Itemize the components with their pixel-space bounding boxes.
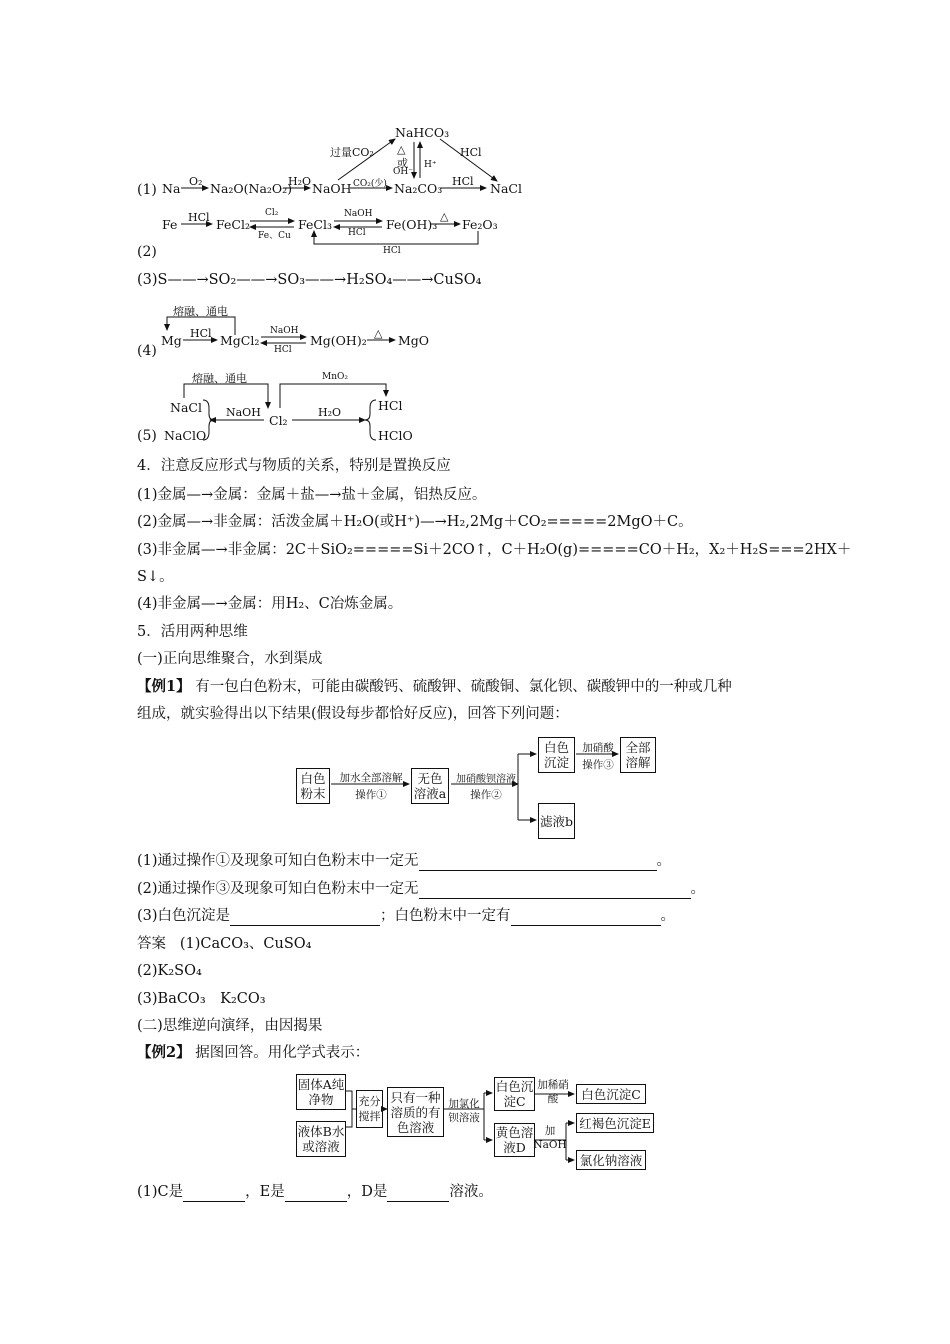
item-number: (4) [137, 343, 157, 359]
reagent-co2-excess: 过量CO₂ [330, 146, 374, 159]
answer-blank[interactable] [230, 909, 380, 926]
answer-text: (1)CaCO₃、CuSO₄ [179, 936, 312, 952]
formula-na2o: Na₂O(Na₂O₂) [210, 181, 293, 196]
reaction-3: (3)S——→SO₂——→SO₃——→H₂SO₄——→CuSO₄ [137, 272, 482, 288]
add-naoh-label: 加NaOH [533, 1125, 567, 1151]
reagent-hcl: HCl [190, 327, 212, 340]
op1-number: 操作① [355, 789, 387, 801]
catalyst-mno2: MnO₂ [322, 372, 348, 382]
reagent-co2-less: CO₂(少) [353, 179, 387, 189]
or-label: 或 [397, 157, 408, 170]
example-body: 有一包白色粉末，可能由碳酸钙、硫酸钾、硫酸铜、氯化钡、碳酸钾中的一种或几种 [195, 679, 732, 695]
reagent-hcl-loop: HCl [383, 246, 401, 256]
answer-blank-e[interactable] [285, 1185, 347, 1202]
example-body: 据图回答。用化学式表示： [195, 1045, 370, 1061]
question-3 [137, 906, 675, 926]
paragraph: S↓。 [137, 569, 174, 585]
question-text: (2)通过操作③及现象可知白色粉末中一定无 [137, 881, 419, 897]
example-1-text [137, 677, 732, 697]
answer-label: 答案 [137, 936, 166, 952]
box-white-precipitate-c: 白色沉淀C [495, 1079, 534, 1109]
period: 。 [656, 853, 672, 869]
example-tag: 【例1】 [137, 678, 191, 695]
box-stir: 充分搅拌 [356, 1090, 383, 1128]
answer-blank-d[interactable] [387, 1185, 449, 1202]
section-heading: 4．注意反应形式与物质的关系，特别是置换反应 [137, 458, 451, 474]
formula-naoh: NaOH [312, 181, 352, 196]
reagent-naoh: NaOH [270, 326, 299, 336]
op3-label: 加硝酸 [582, 742, 614, 754]
formula-hclo: HClO [378, 428, 413, 443]
box-solid-a: 固体A纯净物 [296, 1074, 346, 1110]
question-text: ，E是 [245, 1184, 285, 1200]
box-liquid-b: 液体B水或溶液 [296, 1121, 346, 1157]
formula-mgo: MgO [398, 333, 430, 348]
formula-mg: Mg [161, 333, 182, 348]
reagent-hcl-back: HCl [348, 228, 366, 238]
period: 。 [660, 908, 676, 924]
condition-label: 熔融、通电 [173, 305, 228, 318]
formula-nacl: NaCl [170, 400, 202, 415]
formula-hcl: HCl [378, 398, 403, 413]
answer-blank[interactable] [419, 882, 691, 899]
op2-number: 操作② [470, 789, 502, 801]
formula-fecl3: FeCl₃ [298, 217, 332, 232]
box-white-precipitate-c-2: 白色沉淀C [576, 1084, 646, 1104]
reagent-oh: OH⁻ [393, 167, 413, 177]
box-yellow-solution-d: 黄色溶液D [495, 1125, 534, 1155]
reagent-cl2: Cl₂ [265, 208, 279, 218]
reagent-hplus: H⁺ [424, 160, 437, 170]
subsection-heading: (二)思维逆向演绎，由因揭果 [137, 1018, 323, 1034]
paragraph: (3)非金属—→非金属：2C＋SiO₂=====Si＋2CO↑，C＋H₂O(g)=====CO＋H₂，X₂＋H₂S===2HX＋ [137, 542, 852, 558]
paragraph: (1)金属—→金属：金属＋盐—→盐＋金属，铝热反应。 [137, 487, 487, 503]
question-text: (1)C是 [137, 1184, 184, 1200]
example-tag: 【例2】 [137, 1044, 191, 1061]
heat-symbol: △ [397, 143, 406, 156]
box-filtrate-b: 滤液b [538, 803, 575, 839]
formula-fecl2: FeCl₂ [216, 217, 250, 232]
formula-feoh3: Fe(OH)₃ [386, 217, 438, 232]
answer-1 [137, 934, 311, 954]
reagent-hcl: HCl [188, 211, 210, 224]
reagent-fe-cu: Fe、Cu [258, 231, 291, 241]
formula-mgcl2: MgCl₂ [220, 333, 260, 348]
reagent-o2: O₂ [189, 175, 203, 188]
reagent-naoh: NaOH [344, 209, 373, 219]
question-1 [137, 851, 671, 871]
heat-symbol: △ [374, 327, 383, 340]
formula-naclo: NaClO [164, 428, 207, 443]
op2-label: 加硝酸钡溶液 [456, 774, 516, 785]
reagent-hcl-2: HCl [460, 146, 482, 159]
formula-na: Na [162, 181, 181, 196]
section-heading: 5．活用两种思维 [137, 624, 248, 640]
box-fully-dissolved: 全部溶解 [620, 737, 656, 773]
question-text: ；白色粉末中一定有 [380, 908, 511, 924]
paragraph: 组成，就实验得出以下结果(假设每步都恰好反应)，回答下列问题： [137, 706, 569, 722]
reagent-hcl-2: HCl [274, 345, 292, 355]
subsection-heading: (一)正向思维聚合，水到渠成 [137, 651, 323, 667]
heat-symbol: △ [440, 210, 449, 223]
question-2 [137, 879, 705, 899]
paragraph: (4)非金属—→金属：用H₂、C冶炼金属。 [137, 596, 403, 612]
formula-nacl: NaCl [490, 181, 522, 196]
question-text: (3)白色沉淀是 [137, 908, 231, 924]
paragraph: (2)金属—→非金属：活泼金属＋H₂O(或H⁺)—→H₂,2Mg＋CO₂=====2MgO＋C。 [137, 514, 693, 530]
item-number: (1) [137, 182, 157, 198]
question-text: (1)通过操作①及现象可知白色粉末中一定无 [137, 853, 419, 869]
box-red-brown-precipitate-e: 红褐色沉淀E [576, 1113, 654, 1133]
reagent-h2o: H₂O [318, 406, 342, 419]
period: 。 [690, 881, 706, 897]
reagent-naoh: NaOH [226, 406, 261, 419]
answer-blank-c[interactable] [183, 1185, 245, 1202]
box-solution-a: 无色溶液a [411, 768, 449, 804]
example-2-text [137, 1043, 369, 1063]
reagent-h2o: H₂O [288, 175, 312, 188]
question-text: 溶液。 [449, 1184, 493, 1200]
add-dilute-nitric-label: 加稀硝酸 [537, 1079, 569, 1105]
formula-cl2: Cl₂ [269, 413, 288, 428]
add-bacl2-label: 加氯化钡溶液 [448, 1098, 480, 1124]
op1-label: 加水全部溶解 [339, 772, 403, 784]
answer-2: (2)K₂SO₄ [137, 963, 202, 979]
box-white-powder: 白色粉末 [296, 768, 330, 804]
reagent-hcl: HCl [452, 175, 474, 188]
condition-label: 熔融、通电 [192, 372, 247, 385]
item-number: (5) [137, 428, 157, 444]
formula-fe: Fe [162, 217, 178, 232]
formula-na2co3: Na₂CO₃ [394, 181, 443, 196]
formula-nahco3: NaHCO₃ [395, 125, 450, 140]
question-4 [137, 1182, 493, 1202]
question-text: ，D是 [346, 1184, 388, 1200]
answer-blank[interactable] [419, 854, 657, 871]
answer-blank[interactable] [511, 909, 661, 926]
answer-3: (3)BaCO₃ K₂CO₃ [137, 991, 266, 1007]
box-nacl-solution: 氯化钠溶液 [576, 1150, 646, 1170]
item-number: (2) [137, 244, 157, 260]
op3-number: 操作③ [582, 759, 614, 771]
box-white-precipitate: 白色沉淀 [538, 737, 575, 773]
formula-fe2o3: Fe₂O₃ [462, 217, 498, 232]
box-colored-solution: 只有一种溶质的有色溶液 [387, 1087, 444, 1137]
formula-mgoh2: Mg(OH)₂ [310, 333, 367, 348]
